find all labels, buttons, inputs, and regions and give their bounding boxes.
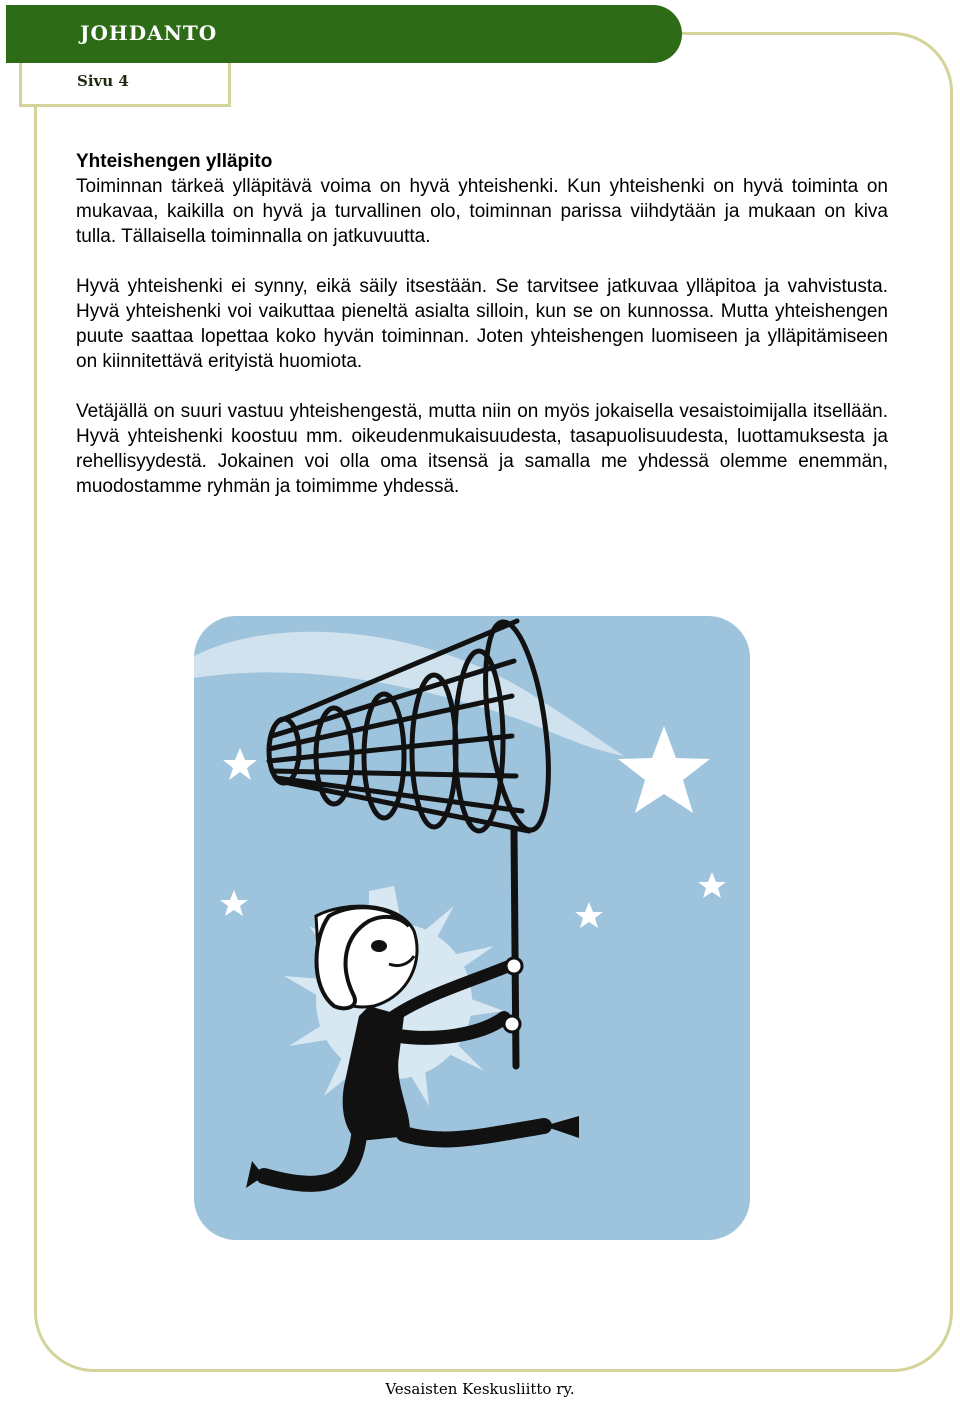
page-number-box xyxy=(19,63,231,107)
illustration-background xyxy=(194,616,750,1240)
article xyxy=(76,149,888,524)
article-heading: Yhteishengen ylläpito xyxy=(76,151,273,172)
page-number: Sivu 4 xyxy=(77,72,129,90)
paragraph-3: Vetäjällä on suuri vastuu yhteishengestä, mutta niin on myös jokaisella vesaistoimijalla itsellään. Hyvä yhteishenki koostuu mm. oikeudenmukaisuudesta, tasapuolisuudesta, luottamuksesta ja rehellisyydestä. Jokainen voi olla oma itsensä ja samalla me yhdessä olemme enemmän, muodostamme ryhmän ja toimimme yhdessä. xyxy=(76,401,888,497)
paragraph-1: Toiminnan tärkeä ylläpitävä voima on hyvä yhteishenki. Kun yhteishenki on hyvä toiminta on mukavaa, kaikilla on hyvä ja turvallinen olo, toiminnan parissa viihdytään ja mukaan on kiva tulla. Tällaisella toiminnalla on jatkuvuutta. xyxy=(76,176,888,247)
paragraph-2: Hyvä yhteishenki ei synny, eikä säily itsestään. Se tarvitsee jatkuvaa ylläpitoa ja vahvistusta. Hyvä yhteishenki voi vaikuttaa pieneltä asialta silloin, kun se on kunnossa. Mutta yhteishengen puute saattaa lopettaa koko hyvän toiminnan. Joten yhteishengen luomiseen ja ylläpitämiseen on kiinnitettävä erityistä huomiota. xyxy=(76,276,888,372)
header-bar xyxy=(6,5,682,63)
illustration-star-catcher xyxy=(194,616,750,1240)
section-title: JOHDANTO xyxy=(80,21,218,45)
footer-organization: Vesaisten Keskusliitto ry. xyxy=(385,1380,575,1398)
